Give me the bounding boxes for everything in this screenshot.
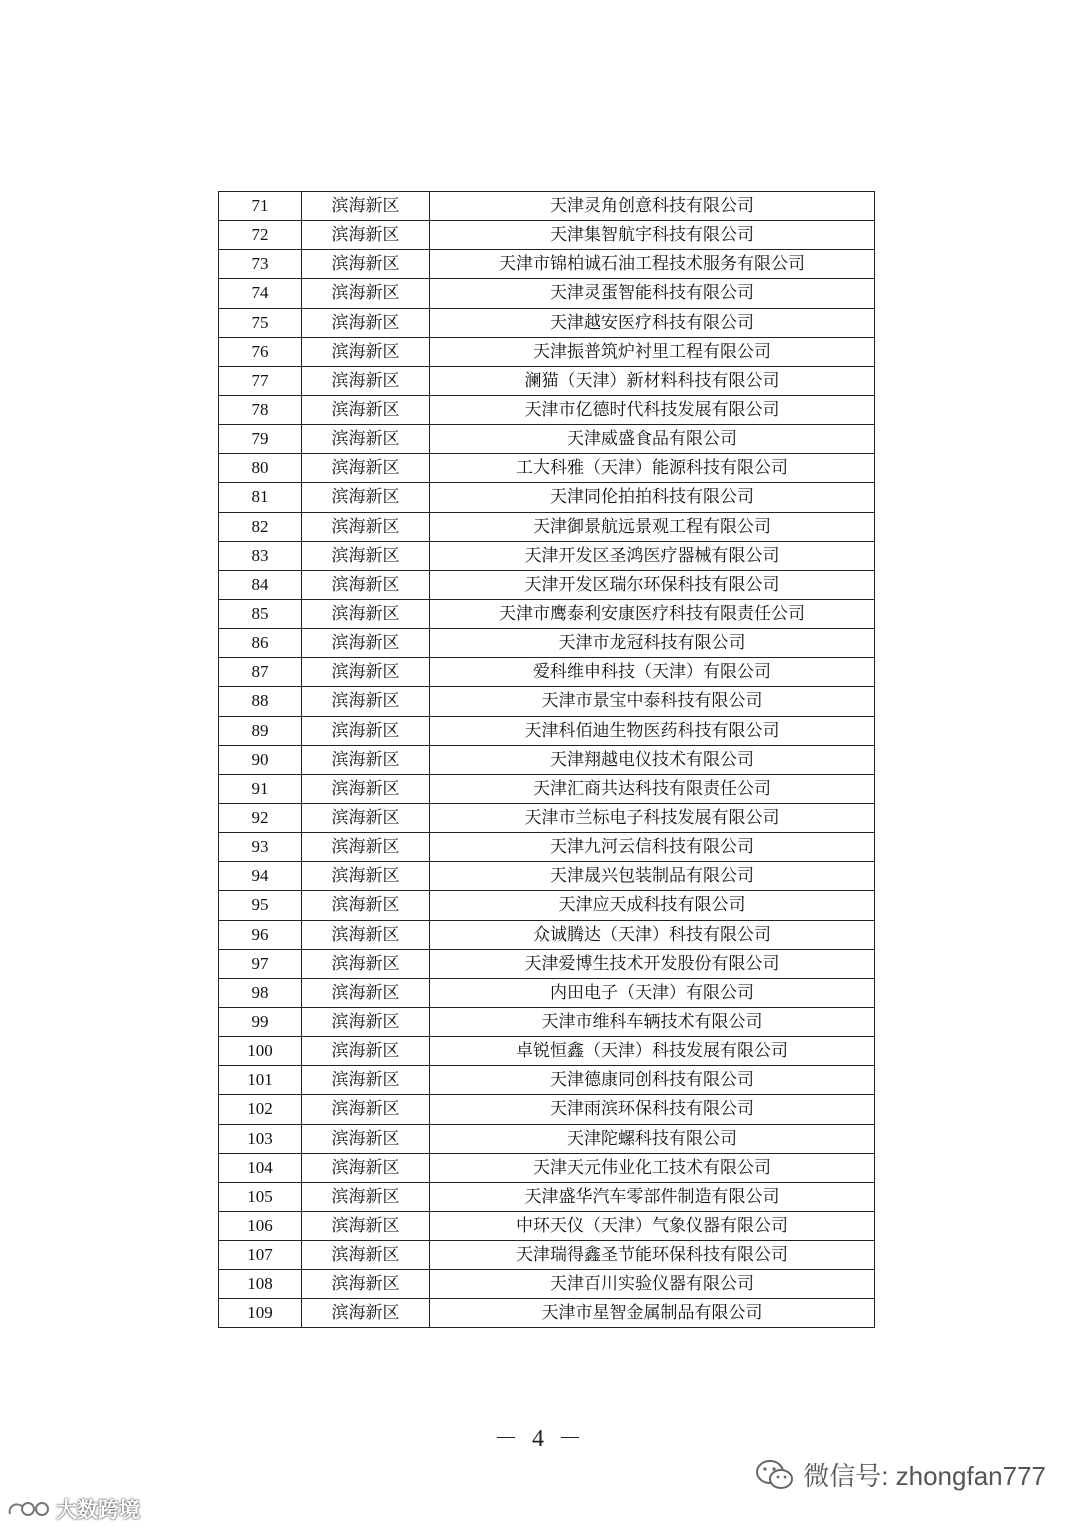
district-cell: 滨海新区 — [302, 716, 430, 745]
company-name-cell: 天津越安医疗科技有限公司 — [430, 308, 875, 337]
table-row — [219, 599, 875, 628]
company-name-cell: 众诚腾达（天津）科技有限公司 — [430, 920, 875, 949]
row-number-cell: 83 — [219, 541, 302, 570]
source-watermark — [6, 1494, 140, 1524]
row-number-cell: 104 — [219, 1153, 302, 1182]
company-name-cell: 卓锐恒鑫（天津）科技发展有限公司 — [430, 1037, 875, 1066]
table-row — [219, 337, 875, 366]
district-cell: 滨海新区 — [302, 425, 430, 454]
company-list-table — [218, 191, 875, 1328]
table-row — [219, 891, 875, 920]
district-cell: 滨海新区 — [302, 250, 430, 279]
company-name-cell: 天津应天成科技有限公司 — [430, 891, 875, 920]
row-number-cell: 91 — [219, 774, 302, 803]
row-number-cell: 82 — [219, 512, 302, 541]
row-number-cell: 74 — [219, 279, 302, 308]
district-cell: 滨海新区 — [302, 192, 430, 221]
district-cell: 滨海新区 — [302, 1299, 430, 1328]
row-number-cell: 79 — [219, 425, 302, 454]
table-row — [219, 862, 875, 891]
table-row — [219, 1153, 875, 1182]
row-number-cell: 109 — [219, 1299, 302, 1328]
district-cell: 滨海新区 — [302, 745, 430, 774]
row-number-cell: 105 — [219, 1182, 302, 1211]
row-number-cell: 88 — [219, 687, 302, 716]
district-cell: 滨海新区 — [302, 1037, 430, 1066]
table-row — [219, 541, 875, 570]
company-name-cell: 天津雨滨环保科技有限公司 — [430, 1095, 875, 1124]
district-cell: 滨海新区 — [302, 1007, 430, 1036]
company-name-cell: 天津市景宝中泰科技有限公司 — [430, 687, 875, 716]
row-number-cell: 99 — [219, 1007, 302, 1036]
company-name-cell: 天津市兰标电子科技发展有限公司 — [430, 803, 875, 832]
district-cell: 滨海新区 — [302, 1182, 430, 1211]
district-cell: 滨海新区 — [302, 1241, 430, 1270]
table-row — [219, 1095, 875, 1124]
table-row — [219, 1299, 875, 1328]
row-number-cell: 77 — [219, 366, 302, 395]
table-row — [219, 192, 875, 221]
table-row — [219, 833, 875, 862]
district-cell: 滨海新区 — [302, 803, 430, 832]
table-row — [219, 512, 875, 541]
table-row — [219, 1124, 875, 1153]
row-number-cell: 95 — [219, 891, 302, 920]
row-number-cell: 85 — [219, 599, 302, 628]
row-number-cell: 87 — [219, 658, 302, 687]
district-cell: 滨海新区 — [302, 599, 430, 628]
district-cell: 滨海新区 — [302, 1211, 430, 1240]
district-cell: 滨海新区 — [302, 629, 430, 658]
district-cell: 滨海新区 — [302, 1270, 430, 1299]
company-name-cell: 天津晟兴包装制品有限公司 — [430, 862, 875, 891]
source-watermark-text: 大数跨境 — [56, 1498, 140, 1522]
table-row — [219, 279, 875, 308]
table-row — [219, 716, 875, 745]
district-cell: 滨海新区 — [302, 1066, 430, 1095]
row-number-cell: 102 — [219, 1095, 302, 1124]
wechat-watermark — [755, 1456, 1046, 1493]
table-row — [219, 454, 875, 483]
table-row — [219, 1270, 875, 1299]
district-cell: 滨海新区 — [302, 1095, 430, 1124]
table-row — [219, 1007, 875, 1036]
row-number-cell: 89 — [219, 716, 302, 745]
page-number: － 4 － — [494, 1426, 586, 1452]
row-number-cell: 108 — [219, 1270, 302, 1299]
table-row — [219, 308, 875, 337]
district-cell: 滨海新区 — [302, 978, 430, 1007]
table-row — [219, 745, 875, 774]
district-cell: 滨海新区 — [302, 687, 430, 716]
table-row — [219, 1037, 875, 1066]
district-cell: 滨海新区 — [302, 1124, 430, 1153]
table-row — [219, 570, 875, 599]
row-number-cell: 81 — [219, 483, 302, 512]
table-row — [219, 395, 875, 424]
district-cell: 滨海新区 — [302, 862, 430, 891]
table-body — [219, 192, 875, 1328]
company-name-cell: 内田电子（天津）有限公司 — [430, 978, 875, 1007]
row-number-cell: 92 — [219, 803, 302, 832]
row-number-cell: 97 — [219, 949, 302, 978]
table-row — [219, 1211, 875, 1240]
row-number-cell: 84 — [219, 570, 302, 599]
company-name-cell: 天津开发区圣鸿医疗器械有限公司 — [430, 541, 875, 570]
row-number-cell: 107 — [219, 1241, 302, 1270]
row-number-cell: 96 — [219, 920, 302, 949]
district-cell: 滨海新区 — [302, 337, 430, 366]
table-row — [219, 250, 875, 279]
district-cell: 滨海新区 — [302, 570, 430, 599]
district-cell: 滨海新区 — [302, 891, 430, 920]
company-name-cell: 天津九河云信科技有限公司 — [430, 833, 875, 862]
table-row — [219, 221, 875, 250]
company-name-cell: 天津市鹰泰利安康医疗科技有限责任公司 — [430, 599, 875, 628]
company-name-cell: 天津灵蛋智能科技有限公司 — [430, 279, 875, 308]
wechat-id-text: 微信号: zhongfan777 — [803, 1461, 1046, 1491]
company-name-cell: 澜猫（天津）新材料科技有限公司 — [430, 366, 875, 395]
row-number-cell: 76 — [219, 337, 302, 366]
district-cell: 滨海新区 — [302, 541, 430, 570]
company-name-cell: 天津爱博生技术开发股份有限公司 — [430, 949, 875, 978]
row-number-cell: 103 — [219, 1124, 302, 1153]
company-name-cell: 天津瑞得鑫圣节能环保科技有限公司 — [430, 1241, 875, 1270]
company-name-cell: 天津市亿德时代科技发展有限公司 — [430, 395, 875, 424]
district-cell: 滨海新区 — [302, 454, 430, 483]
table-row — [219, 483, 875, 512]
district-cell: 滨海新区 — [302, 949, 430, 978]
table-row — [219, 978, 875, 1007]
row-number-cell: 101 — [219, 1066, 302, 1095]
row-number-cell: 72 — [219, 221, 302, 250]
row-number-cell: 78 — [219, 395, 302, 424]
district-cell: 滨海新区 — [302, 920, 430, 949]
row-number-cell: 90 — [219, 745, 302, 774]
row-number-cell: 71 — [219, 192, 302, 221]
district-cell: 滨海新区 — [302, 512, 430, 541]
company-name-cell: 天津振普筑炉衬里工程有限公司 — [430, 337, 875, 366]
table-row — [219, 366, 875, 395]
row-number-cell: 75 — [219, 308, 302, 337]
table-row — [219, 687, 875, 716]
district-cell: 滨海新区 — [302, 366, 430, 395]
table-row — [219, 949, 875, 978]
company-name-cell: 天津同伦拍拍科技有限公司 — [430, 483, 875, 512]
table-row — [219, 920, 875, 949]
company-name-cell: 中环天仪（天津）气象仪器有限公司 — [430, 1211, 875, 1240]
row-number-cell: 94 — [219, 862, 302, 891]
company-name-cell: 爱科维申科技（天津）有限公司 — [430, 658, 875, 687]
table-row — [219, 803, 875, 832]
district-cell: 滨海新区 — [302, 279, 430, 308]
row-number-cell: 100 — [219, 1037, 302, 1066]
district-cell: 滨海新区 — [302, 308, 430, 337]
source-logo-icon — [6, 1498, 52, 1520]
table-row — [219, 1066, 875, 1095]
table-row — [219, 629, 875, 658]
table-row — [219, 774, 875, 803]
table-row — [219, 658, 875, 687]
district-cell: 滨海新区 — [302, 221, 430, 250]
company-name-cell: 天津威盛食品有限公司 — [430, 425, 875, 454]
table-row — [219, 425, 875, 454]
row-number-cell: 80 — [219, 454, 302, 483]
row-number-cell: 73 — [219, 250, 302, 279]
district-cell: 滨海新区 — [302, 483, 430, 512]
company-name-cell: 天津翔越电仪技术有限公司 — [430, 745, 875, 774]
company-name-cell: 工大科雅（天津）能源科技有限公司 — [430, 454, 875, 483]
district-cell: 滨海新区 — [302, 1153, 430, 1182]
district-cell: 滨海新区 — [302, 395, 430, 424]
company-name-cell: 天津盛华汽车零部件制造有限公司 — [430, 1182, 875, 1211]
row-number-cell: 86 — [219, 629, 302, 658]
wechat-icon — [755, 1458, 795, 1492]
row-number-cell: 93 — [219, 833, 302, 862]
company-name-cell: 天津集智航宇科技有限公司 — [430, 221, 875, 250]
company-name-cell: 天津市维科车辆技术有限公司 — [430, 1007, 875, 1036]
district-cell: 滨海新区 — [302, 833, 430, 862]
company-name-cell: 天津市锦柏诚石油工程技术服务有限公司 — [430, 250, 875, 279]
company-name-cell: 天津市龙冠科技有限公司 — [430, 629, 875, 658]
company-name-cell: 天津天元伟业化工技术有限公司 — [430, 1153, 875, 1182]
company-name-cell: 天津百川实验仪器有限公司 — [430, 1270, 875, 1299]
company-name-cell: 天津科佰迪生物医药科技有限公司 — [430, 716, 875, 745]
company-name-cell: 天津灵角创意科技有限公司 — [430, 192, 875, 221]
company-name-cell: 天津德康同创科技有限公司 — [430, 1066, 875, 1095]
district-cell: 滨海新区 — [302, 658, 430, 687]
row-number-cell: 106 — [219, 1211, 302, 1240]
company-name-cell: 天津汇商共达科技有限责任公司 — [430, 774, 875, 803]
table-row — [219, 1241, 875, 1270]
table-row — [219, 1182, 875, 1211]
district-cell: 滨海新区 — [302, 774, 430, 803]
company-name-cell: 天津陀螺科技有限公司 — [430, 1124, 875, 1153]
company-name-cell: 天津市星智金属制品有限公司 — [430, 1299, 875, 1328]
company-name-cell: 天津开发区瑞尔环保科技有限公司 — [430, 570, 875, 599]
company-name-cell: 天津御景航远景观工程有限公司 — [430, 512, 875, 541]
row-number-cell: 98 — [219, 978, 302, 1007]
